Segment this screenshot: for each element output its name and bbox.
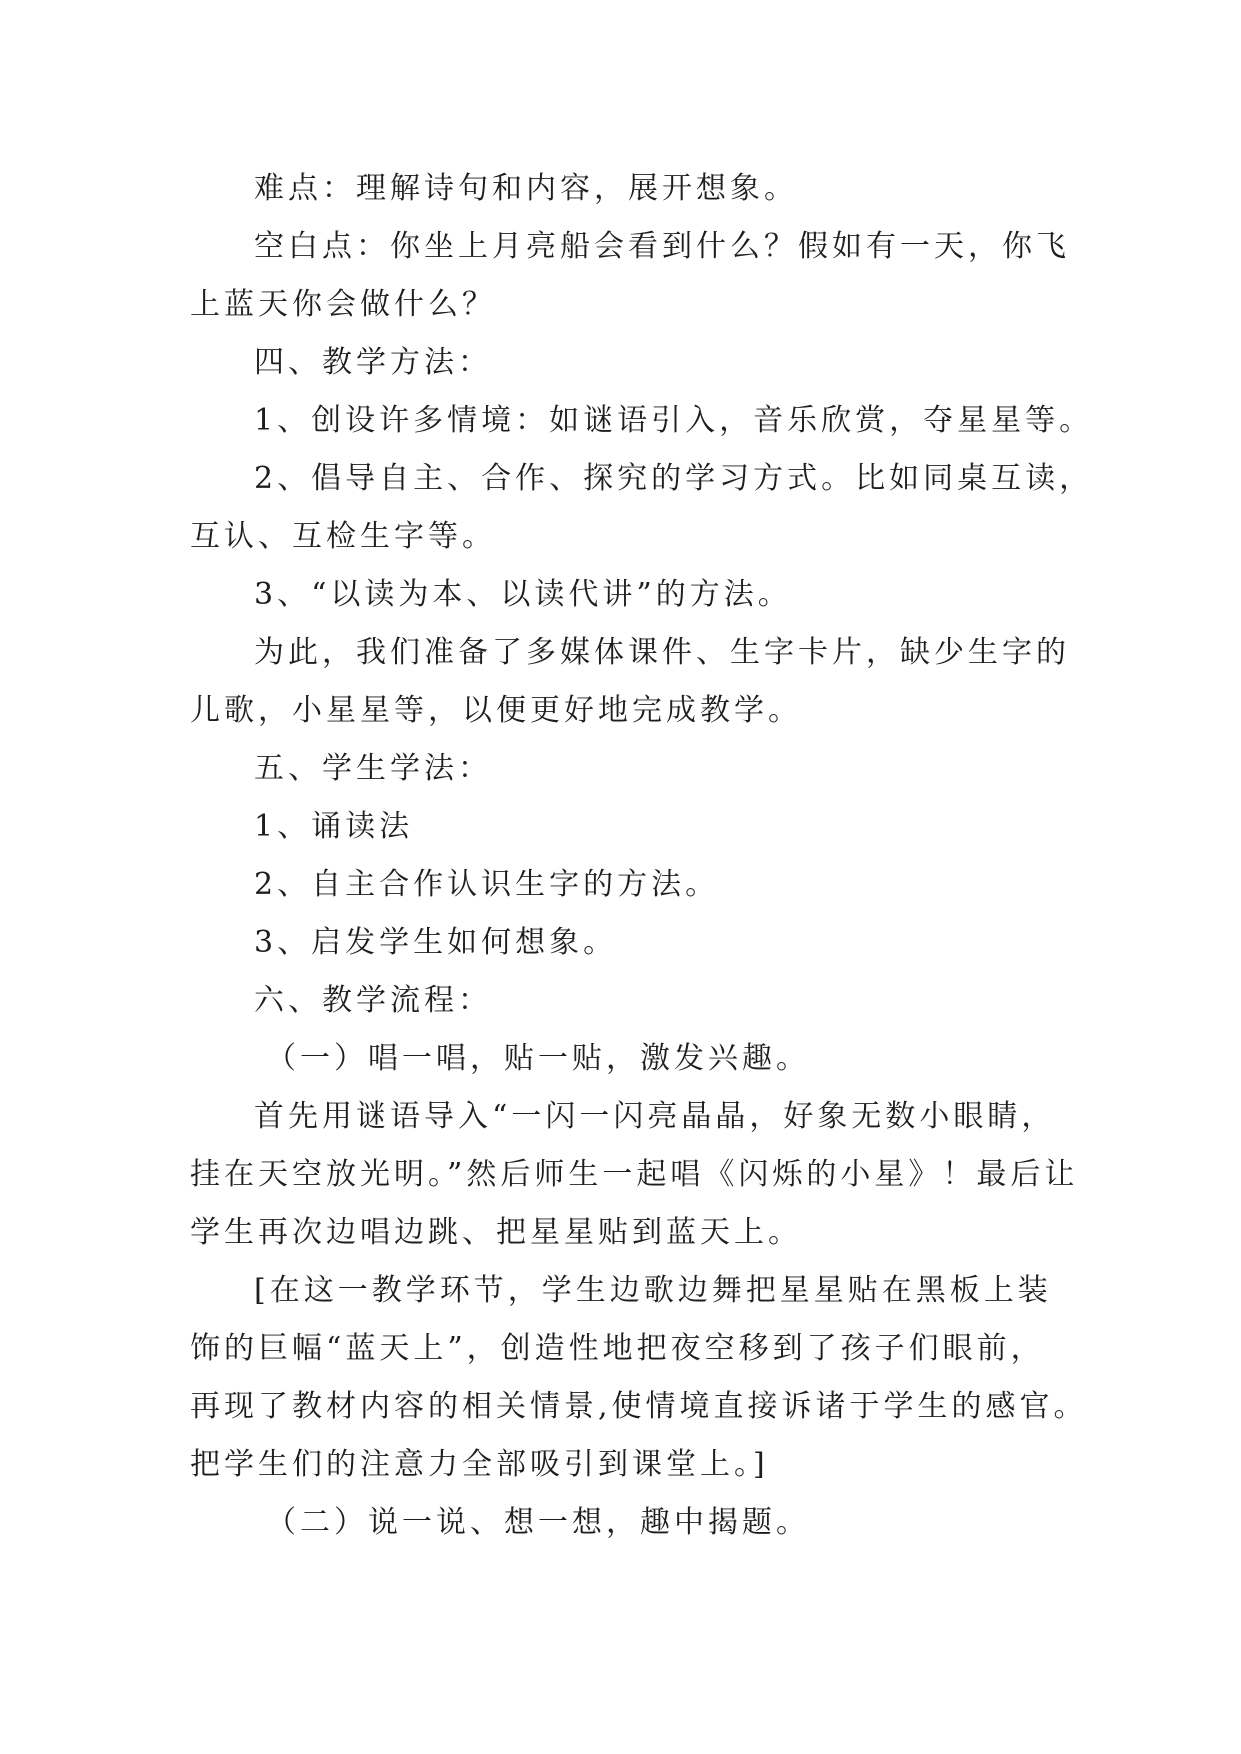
paragraph-line: 学生再次边唱边跳、把星星贴到蓝天上。	[190, 1215, 802, 1250]
section-heading: 五、学生学法：	[254, 751, 492, 786]
list-item: 1、诵读法	[254, 809, 414, 844]
paragraph-line: 互认、互检生字等。	[190, 519, 496, 554]
commentary-line: 再现了教材内容的相关情景,使情境直接诉诸于学生的感官。	[190, 1389, 1088, 1424]
list-item: 3、“以读为本、以读代讲”的方法。	[254, 577, 792, 612]
subsection-heading: （二）说一说、想一想，趣中揭题。	[266, 1505, 810, 1540]
paragraph-line: 儿歌，小星星等，以便更好地完成教学。	[190, 693, 802, 728]
subsection-heading: （一）唱一唱，贴一贴，激发兴趣。	[266, 1041, 810, 1076]
paragraph-line: 空白点：你坐上月亮船会看到什么？假如有一天，你飞	[254, 229, 1070, 264]
list-item: 2、倡导自主、合作、探究的学习方式。比如同桌互读，	[254, 461, 1094, 496]
section-heading: 六、教学流程：	[254, 983, 492, 1018]
commentary-line: 饰的巨幅“蓝天上”，创造性地把夜空移到了孩子们眼前，	[190, 1331, 1045, 1366]
list-item: 2、自主合作认识生字的方法。	[254, 867, 720, 902]
paragraph-line: 首先用谜语导入“一闪一闪亮晶晶，好象无数小眼睛，	[254, 1099, 1056, 1134]
commentary-line: [在这一教学环节，学生边歌边舞把星星贴在黑板上装	[254, 1273, 1052, 1308]
paragraph-line: 难点：理解诗句和内容，展开想象。	[254, 171, 798, 206]
paragraph-line: 为此，我们准备了多媒体课件、生字卡片，缺少生字的	[254, 635, 1070, 670]
list-item: 3、启发学生如何想象。	[254, 925, 618, 960]
section-heading: 四、教学方法：	[254, 345, 492, 380]
paragraph-line: 挂在天空放光明。”然后师生一起唱《闪烁的小星》！最后让	[190, 1157, 1079, 1192]
document-body	[190, 160, 1094, 1552]
list-item: 1、创设许多情境：如谜语引入，音乐欣赏，夺星星等。	[254, 403, 1094, 438]
commentary-line: 把学生们的注意力全部吸引到课堂上。]	[190, 1447, 769, 1482]
paragraph-line: 上蓝天你会做什么？	[190, 287, 496, 322]
